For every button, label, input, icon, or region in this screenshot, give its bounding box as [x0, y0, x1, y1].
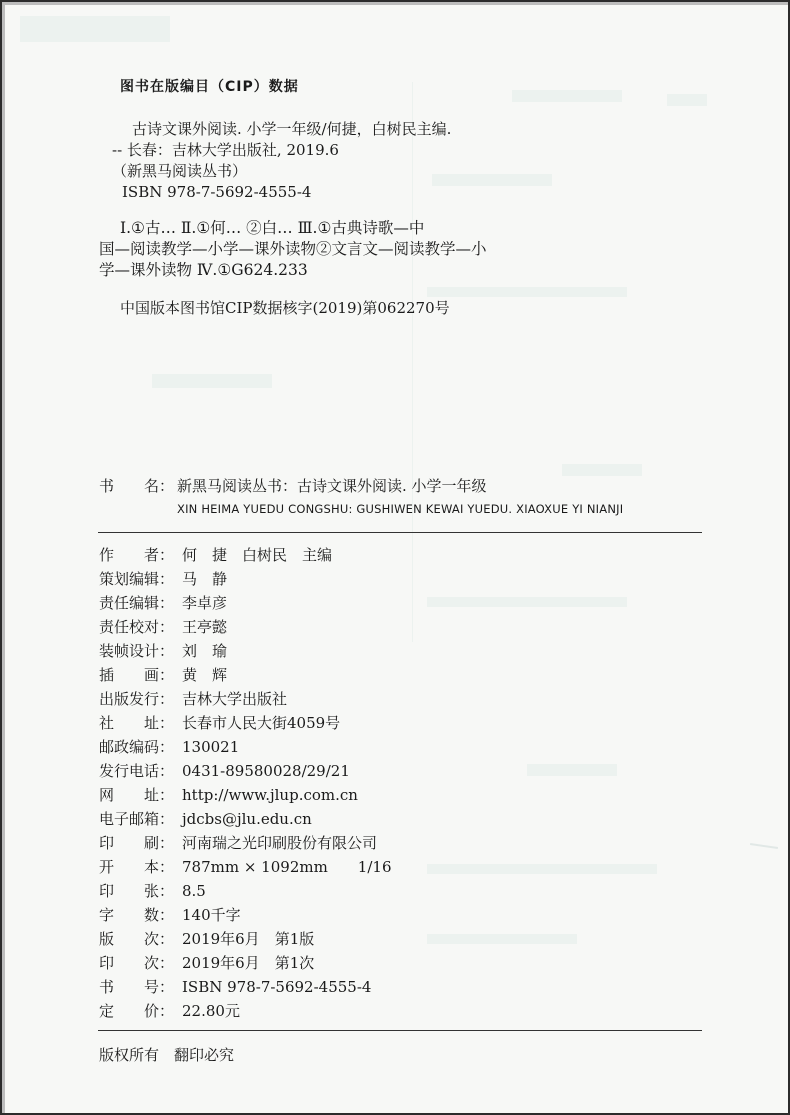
detail-label: 印 张： [99, 882, 175, 900]
copyright-notice: 版权所有 翻印必究 [99, 1046, 235, 1064]
bleed-through-mark [20, 16, 170, 42]
bleed-through-mark [427, 597, 627, 607]
detail-value: 长春市人民大街4059号 [182, 714, 341, 732]
cip-line: 古诗文课外阅读. 小学一年级/何捷，白树民主编. [132, 120, 452, 138]
detail-value: 刘 瑜 [182, 642, 228, 660]
cip-classification: Ⅰ.①古… Ⅱ.①何… ②白… Ⅲ.①古典诗歌—中 [120, 219, 425, 237]
detail-value: 140千字 [182, 906, 241, 924]
cip-classification: 国—阅读教学—小学—课外读物②文言文—阅读教学—小 [99, 240, 487, 258]
detail-value: 22.80元 [182, 1002, 240, 1020]
bleed-through-mark [152, 374, 272, 388]
cip-heading: 图书在版编目（CIP）数据 [120, 79, 299, 95]
detail-label: 印 次： [99, 954, 175, 972]
detail-value: http://www.jlup.com.cn [182, 786, 358, 804]
cip-classification: 学—课外读物 Ⅳ.①G624.233 [99, 261, 308, 279]
detail-value: 黄 辉 [182, 666, 228, 684]
book-title-label: 书 名： [99, 477, 175, 495]
bleed-through-mark [427, 287, 627, 297]
detail-label: 发行电话： [99, 762, 175, 780]
detail-value: jdcbs@jlu.edu.cn [182, 810, 312, 828]
detail-value: 130021 [182, 738, 240, 756]
detail-label: 字 数： [99, 906, 175, 924]
bleed-through-mark [432, 174, 552, 186]
detail-label: 电子邮箱： [99, 810, 175, 828]
book-title-pinyin: XIN HEIMA YUEDU CONGSHU: GUSHIWEN KEWAI YUEDU. XIAOXUE YI NIANJI [177, 502, 624, 516]
detail-label: 出版发行： [99, 690, 175, 708]
divider [98, 1030, 702, 1031]
detail-value: 787mm × 1092mm 1/16 [182, 858, 392, 876]
detail-value: 王亭懿 [182, 618, 228, 636]
detail-label: 责任校对： [99, 618, 175, 636]
divider [98, 532, 702, 533]
detail-label: 策划编辑： [99, 570, 175, 588]
detail-label: 开 本： [99, 858, 175, 876]
detail-label: 责任编辑： [99, 594, 175, 612]
detail-value: 李卓彦 [182, 594, 228, 612]
bleed-through-mark [527, 764, 617, 776]
bleed-through-mark [427, 934, 577, 944]
cip-record-number: 中国版本图书馆CIP数据核字(2019)第062270号 [120, 299, 450, 317]
book-title: 新黑马阅读丛书：古诗文课外阅读. 小学一年级 [177, 477, 487, 495]
detail-label: 插 画： [99, 666, 175, 684]
detail-value: ISBN 978-7-5692-4555-4 [182, 978, 372, 996]
detail-label: 版 次： [99, 930, 175, 948]
detail-value: 8.5 [182, 882, 206, 900]
detail-label: 作 者： [99, 546, 175, 564]
detail-label: 定 价： [99, 1002, 175, 1020]
detail-label: 装帧设计： [99, 642, 175, 660]
bleed-through-mark [512, 90, 622, 102]
detail-value: 0431-89580028/29/21 [182, 762, 350, 780]
detail-label: 印 刷： [99, 834, 175, 852]
cip-line: （新黑马阅读丛书） [112, 162, 248, 180]
cip-line: -- 长春：吉林大学出版社, 2019.6 [112, 141, 339, 159]
detail-value: 2019年6月 第1版 [182, 930, 315, 948]
pencil-mark [750, 843, 778, 849]
detail-value: 何 捷 白树民 主编 [182, 546, 333, 564]
cip-isbn: ISBN 978-7-5692-4555-4 [122, 183, 312, 201]
detail-label: 社 址： [99, 714, 175, 732]
bleed-through-mark [412, 82, 413, 642]
detail-value: 2019年6月 第1次 [182, 954, 315, 972]
detail-value: 马 静 [182, 570, 228, 588]
detail-label: 网 址： [99, 786, 175, 804]
bleed-through-mark [562, 464, 642, 476]
detail-value: 河南瑞之光印刷股份有限公司 [182, 834, 378, 852]
detail-label: 书 号： [99, 978, 175, 996]
detail-label: 邮政编码： [99, 738, 175, 756]
detail-value: 吉林大学出版社 [182, 690, 288, 708]
bleed-through-mark [667, 94, 707, 106]
bleed-through-mark [427, 864, 657, 874]
